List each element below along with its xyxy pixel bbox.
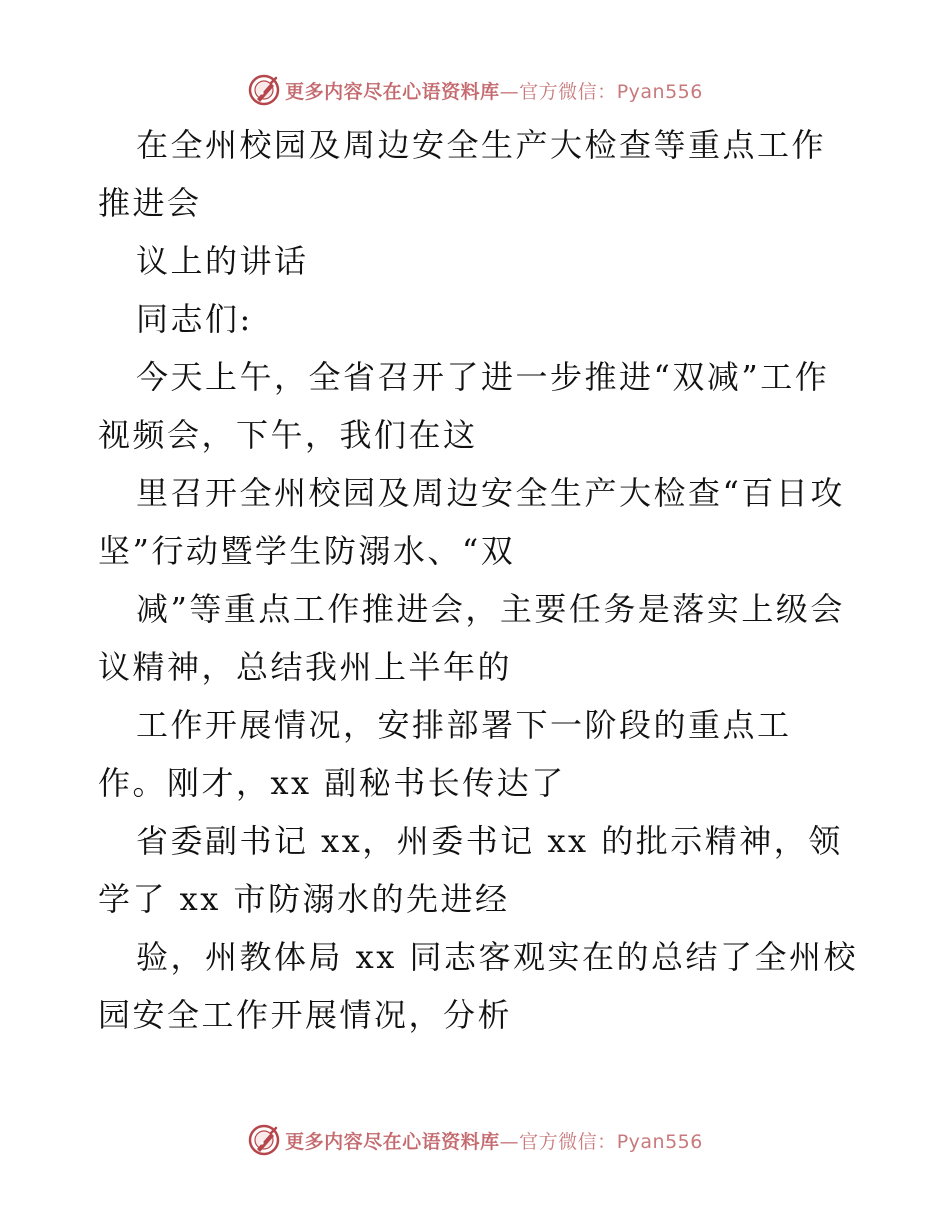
- watermark-text: [285, 1127, 703, 1154]
- watermark-separator: —: [499, 80, 520, 103]
- salutation: 同志们:: [136, 300, 253, 338]
- body-paragraph: 验，州教体局 xx 同志客观实在的总结了全州校园安全工作开展情况，分析: [98, 938, 858, 1034]
- watermark-label: 官方微信：: [519, 1130, 617, 1153]
- body-paragraph: 省委副书记 xx，州委书记 xx 的批示精神，领学了 xx 市防溺水的先进经: [98, 822, 843, 918]
- watermark-separator: —: [499, 1130, 520, 1153]
- watermark-label: 官方微信：: [519, 80, 617, 103]
- watermark-text: [285, 77, 703, 104]
- footer-watermark: [0, 1120, 950, 1160]
- watermark-content: [247, 73, 703, 107]
- title-line-1: 在全州校园及周边安全生产大检查等重点工作推进会: [98, 126, 827, 222]
- pen-nib-circle-icon: [247, 73, 281, 107]
- body-paragraph: 减”等重点工作推进会，主要任务是落实上级会议精神，总结我州上半年的: [98, 590, 845, 686]
- watermark-id: Pyan556: [616, 1130, 703, 1153]
- body-paragraph: 工作开展情况，安排部署下一阶段的重点工作。刚才，xx 副秘书长传达了: [98, 706, 792, 802]
- body-paragraph: 里召开全州校园及周边安全生产大检查“百日攻坚”行动暨学生防溺水、“双: [98, 474, 845, 570]
- body-paragraph: 今天上午，全省召开了进一步推进“双减”工作视频会，下午，我们在这: [98, 358, 830, 454]
- watermark-brand: 更多内容尽在心语资料库: [285, 1130, 500, 1153]
- header-watermark: [0, 70, 950, 110]
- pen-nib-circle-icon: [247, 1123, 281, 1157]
- watermark-brand: 更多内容尽在心语资料库: [285, 80, 500, 103]
- document-body: [98, 116, 858, 1044]
- watermark-id: Pyan556: [616, 80, 703, 103]
- title-line-2: 议上的讲话: [136, 242, 309, 280]
- watermark-content: [247, 1123, 703, 1157]
